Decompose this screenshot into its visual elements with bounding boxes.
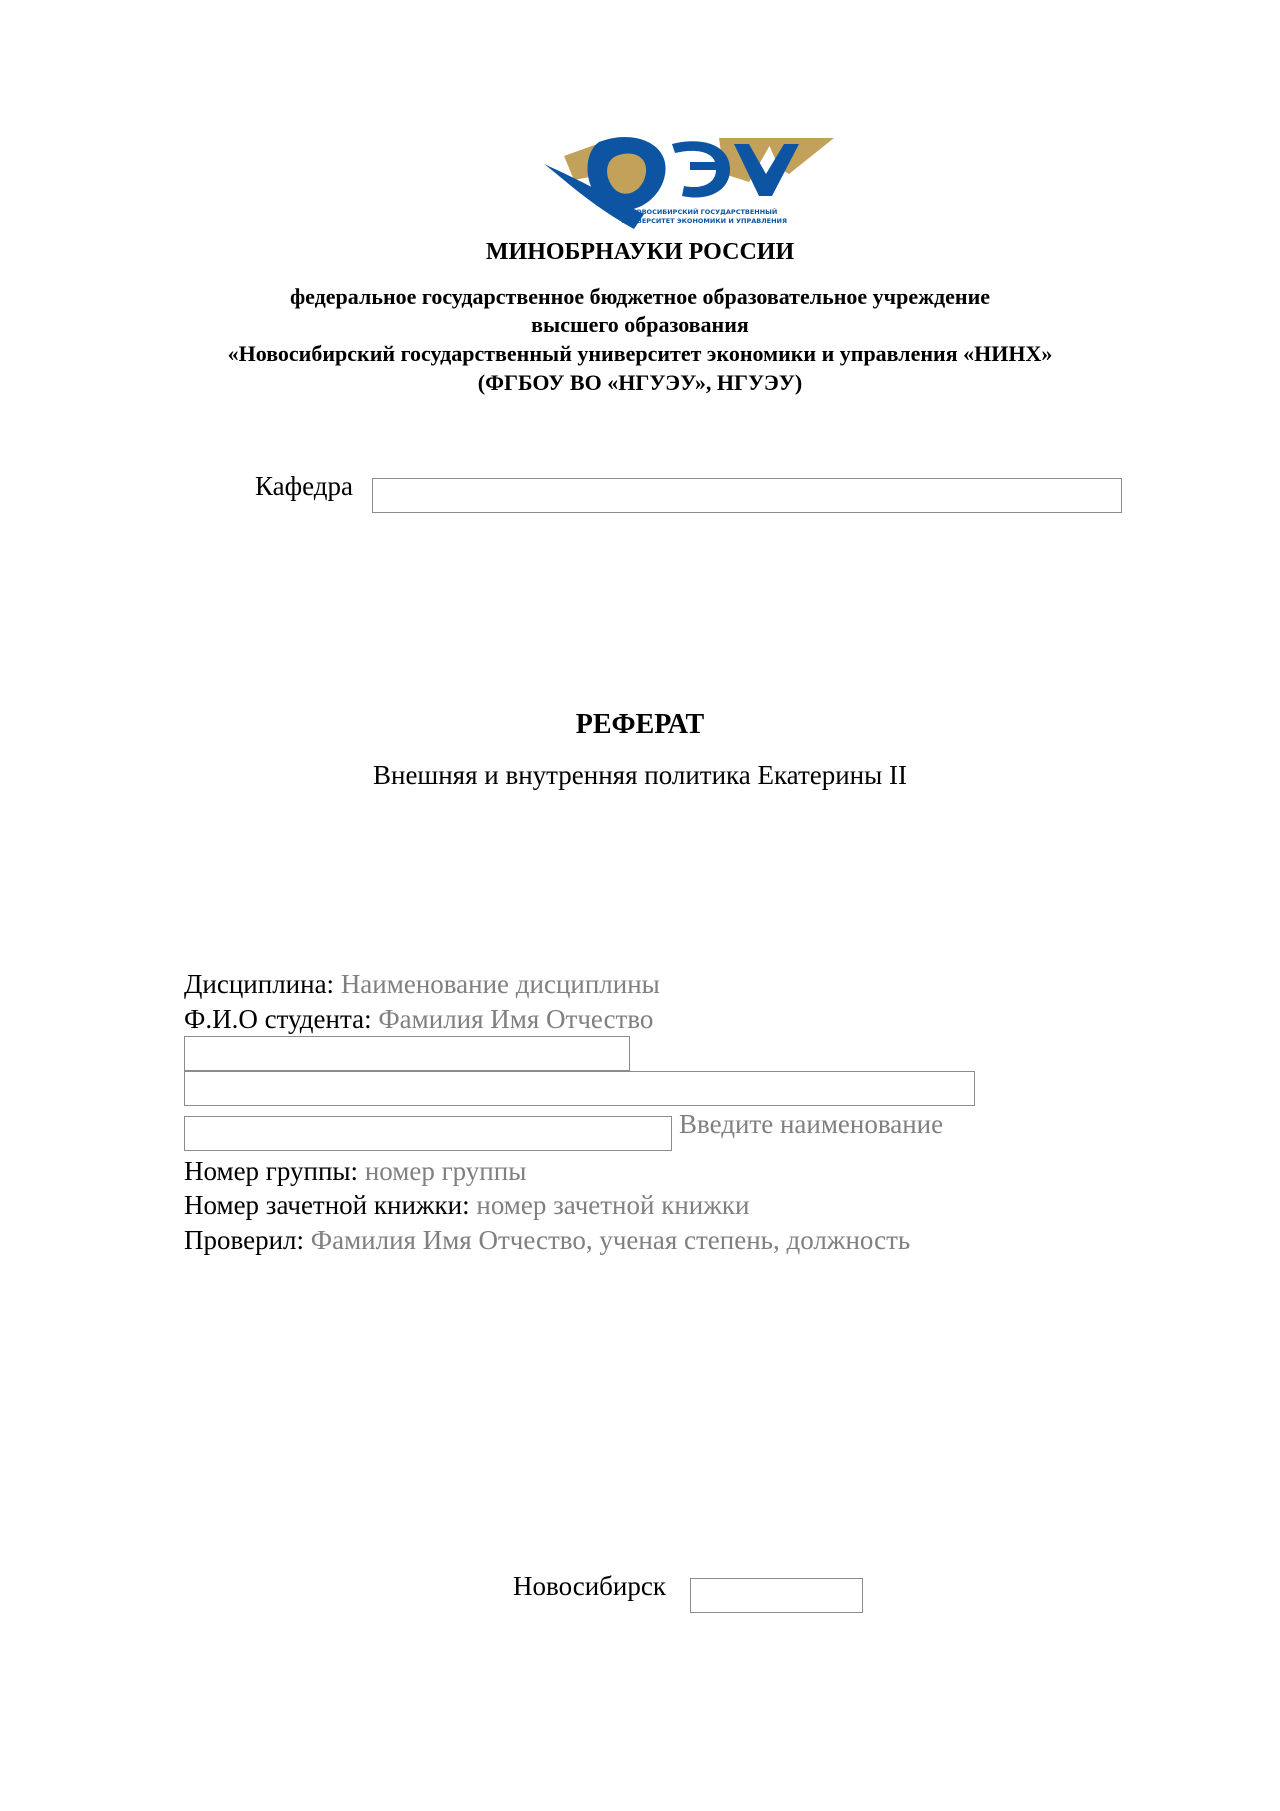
enter-name-placeholder[interactable]: Введите наименование: [679, 1109, 944, 1139]
record-book-label: Номер зачетной книжки:: [184, 1190, 470, 1220]
checked-by-field[interactable]: [184, 1224, 910, 1256]
ministry-heading: МИНОБРНАУКИ РОССИИ: [485, 239, 795, 265]
university-logo-graphic: [544, 134, 834, 232]
university-abbreviation-line: (ФГБОУ ВО «НГУЭУ», НГУЭУ): [477, 370, 803, 395]
blank-input-2[interactable]: [184, 1071, 975, 1106]
document-type-title: РЕФЕРАТ: [575, 709, 705, 740]
checked-by-placeholder[interactable]: Фамилия Имя Отчество, ученая степень, должность: [310, 1225, 911, 1255]
university-logo: [544, 134, 834, 232]
record-book-field[interactable]: [184, 1189, 749, 1221]
group-label: Номер группы:: [184, 1156, 359, 1186]
discipline-field[interactable]: [184, 968, 660, 1000]
document-topic: Внешняя и внутренняя политика Екатерины II: [372, 760, 907, 790]
discipline-placeholder[interactable]: Наименование дисциплины: [340, 969, 660, 999]
department-label: Кафедра: [255, 471, 353, 501]
student-placeholder[interactable]: Фамилия Имя Отчество: [378, 1004, 654, 1034]
blank-input-3[interactable]: [184, 1116, 672, 1151]
student-field[interactable]: [184, 1003, 653, 1035]
student-label: Ф.И.О студента:: [184, 1004, 372, 1034]
year-input[interactable]: [690, 1578, 863, 1613]
checked-by-label: Проверил:: [184, 1225, 304, 1255]
logo-text-line-2: УНИВЕРСИТЕТ ЭКОНОМИКИ И УПРАВЛЕНИЯ: [621, 217, 787, 225]
discipline-label: Дисциплина:: [184, 969, 335, 999]
group-placeholder[interactable]: номер группы: [364, 1156, 527, 1186]
institution-type-line: федеральное государственное бюджетное образовательное учреждение: [289, 284, 991, 309]
city-label: Новосибирск: [513, 1571, 666, 1601]
education-level-line: высшего образования: [531, 312, 749, 337]
record-book-placeholder[interactable]: номер зачетной книжки: [476, 1190, 750, 1220]
logo-text-line-1: НОВОСИБИРСКИЙ ГОСУДАРСТВЕННЫЙ: [630, 208, 778, 216]
blank-input-1[interactable]: [184, 1036, 630, 1071]
group-field[interactable]: [184, 1155, 526, 1187]
department-input[interactable]: [372, 478, 1122, 513]
university-name-line: «Новосибирский государственный университет экономики и управления «НИНХ»: [227, 341, 1053, 366]
